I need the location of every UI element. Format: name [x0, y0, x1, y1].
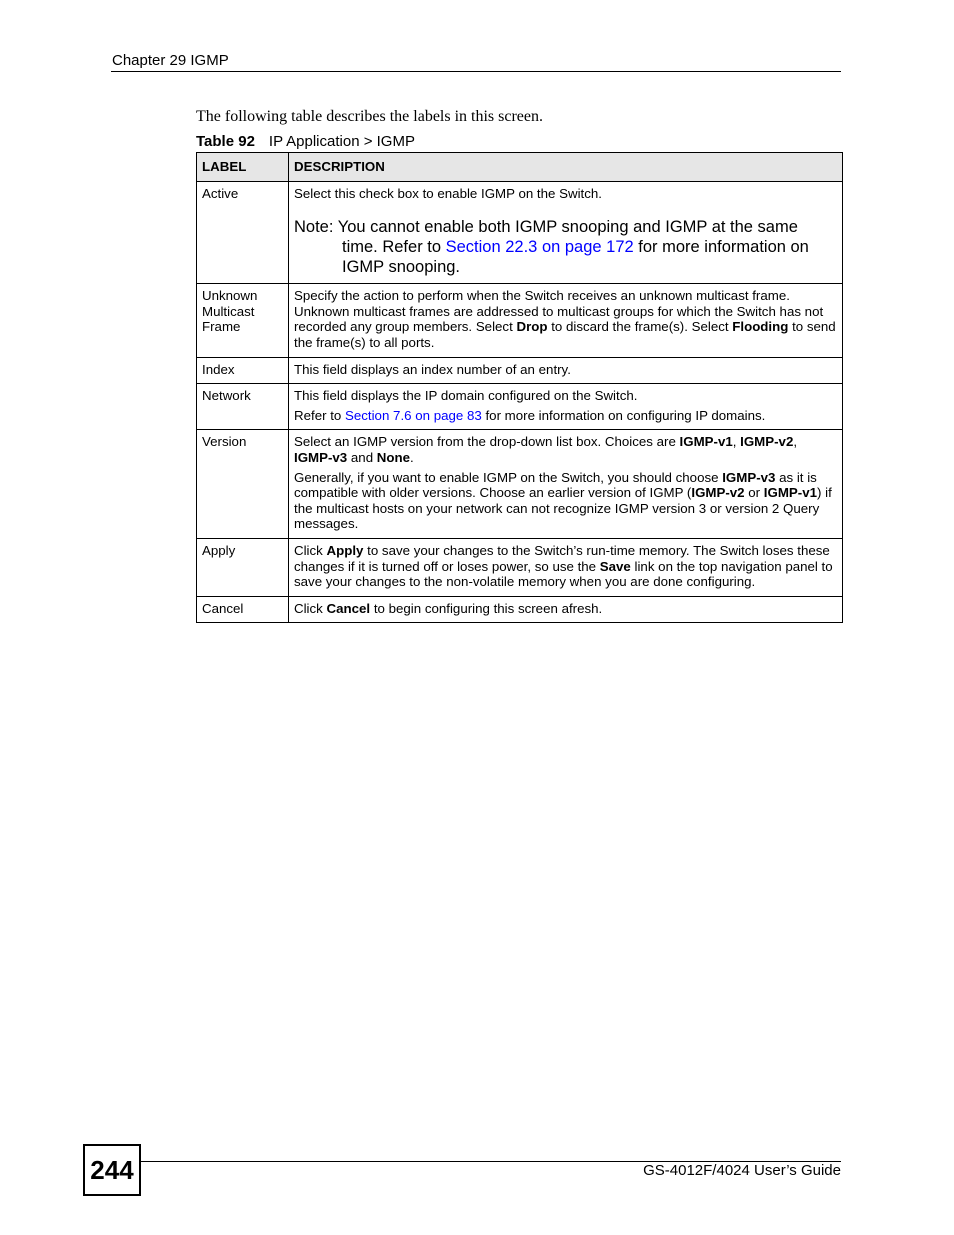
table-row-active: [197, 181, 843, 284]
row-description: [289, 284, 843, 357]
section-22-3-link[interactable]: Section 22.3 on page 172: [445, 238, 634, 257]
bold-term: IGMP-v2: [691, 485, 745, 501]
table-row-unknown-multicast-frame: [197, 284, 843, 357]
row-description: [289, 357, 843, 384]
row-label: Network: [197, 384, 289, 430]
bold-term: Drop: [516, 319, 548, 335]
chapter-header: Chapter 29 IGMP: [112, 52, 229, 69]
text-part: to discard the frame(s). Select: [547, 319, 733, 335]
text-part: Specify the action to perform when the Switch receives an unknown multicast frame. Unknown multicast frames are addressed to multicast groups for which the Switch has not recorded any group members. Select: [294, 288, 824, 335]
bold-term: IGMP-v3: [722, 469, 776, 485]
row-label: Unknown Multicast Frame: [197, 284, 289, 357]
text-part: to send the frame(s) to all ports.: [294, 319, 836, 350]
text-part: link on the top navigation panel to save your changes to the non-volatile memory when you are done configuring.: [294, 558, 833, 590]
description-text: [294, 543, 837, 590]
text-part: .: [410, 449, 414, 465]
bold-term: IGMP-v1: [763, 485, 817, 501]
row-label: Index: [197, 357, 289, 384]
bold-term: IGMP-v1: [679, 434, 733, 450]
page-number: 244: [83, 1144, 141, 1196]
row-description: [289, 596, 843, 623]
section-7-6-link[interactable]: Section 7.6 on page 83: [345, 407, 482, 423]
bold-term: Save: [599, 558, 631, 574]
bold-term: None: [376, 449, 411, 465]
row-label: Apply: [197, 538, 289, 596]
text-part: Click: [294, 542, 327, 558]
text-part: ,: [732, 434, 741, 450]
bold-term: Apply: [326, 542, 364, 558]
label-description-table: [196, 152, 843, 623]
row-label: Active: [197, 181, 289, 284]
text-part: for more information on configuring IP domains.: [481, 407, 766, 423]
text-part: to save your changes to the Switch’s run-time memory. The Switch loses these changes if it is turned off or loses power, so use the: [294, 542, 830, 574]
bold-term: IGMP-v2: [740, 434, 794, 450]
description-text: This field displays an index number of an entry.: [294, 361, 571, 377]
row-description: [289, 181, 843, 284]
row-label: Cancel: [197, 596, 289, 623]
bold-term: IGMP-v3: [294, 449, 348, 465]
bold-term: Cancel: [326, 600, 371, 616]
table-caption: [196, 133, 415, 150]
table-row-network: [197, 384, 843, 430]
table-row-cancel: [197, 596, 843, 623]
description-text: [294, 601, 837, 617]
text-part: or: [744, 485, 764, 501]
row-description: [289, 538, 843, 596]
table-caption-title: IP Application > IGMP: [268, 133, 415, 150]
bold-term: Flooding: [732, 319, 789, 335]
table-row-version: [197, 430, 843, 539]
text-part: and: [347, 449, 377, 465]
text-part: ) if the multicast hosts on your network can not recognize IGMP version 3 or version 2 Query messages.: [294, 485, 832, 532]
description-text: [294, 434, 837, 465]
table-caption-label: Table 92: [196, 133, 255, 150]
note-text: [294, 217, 837, 277]
text-part: Refer to: [294, 407, 345, 423]
description-text: This field displays the IP domain configured on the Switch.: [294, 388, 638, 404]
row-description: [289, 384, 843, 430]
note-text-part: for more information on IGMP snooping.: [342, 238, 809, 277]
column-header-description: DESCRIPTION: [289, 153, 843, 182]
text-part: Generally, if you want to enable IGMP on the Switch, you should choose: [294, 469, 723, 485]
table-header-row: [197, 153, 843, 182]
column-header-label: LABEL: [197, 153, 289, 182]
text-part: ,: [793, 434, 798, 450]
text-part: as it is compatible with older versions. Choose an earlier version of IGMP (: [294, 469, 817, 501]
table-row-apply: [197, 538, 843, 596]
text-part: Select an IGMP version from the drop-down list box. Choices are: [294, 434, 680, 450]
text-part: to begin configuring this screen afresh.: [370, 600, 603, 616]
row-label: Version: [197, 430, 289, 539]
text-part: Click: [294, 600, 327, 616]
table-row-index: [197, 357, 843, 384]
intro-text: The following table describes the labels in this screen.: [196, 108, 544, 125]
description-text: Select this check box to enable IGMP on the Switch.: [294, 185, 602, 201]
row-description: [289, 430, 843, 539]
guide-title: GS-4012F/4024 User’s Guide: [643, 1162, 841, 1179]
header-divider: [111, 71, 841, 72]
description-text: [294, 408, 837, 424]
description-text: [294, 470, 837, 532]
description-text: [294, 288, 837, 350]
note-text-part: Note: You cannot enable both IGMP snooping and IGMP at the same time. Refer to: [294, 218, 798, 257]
